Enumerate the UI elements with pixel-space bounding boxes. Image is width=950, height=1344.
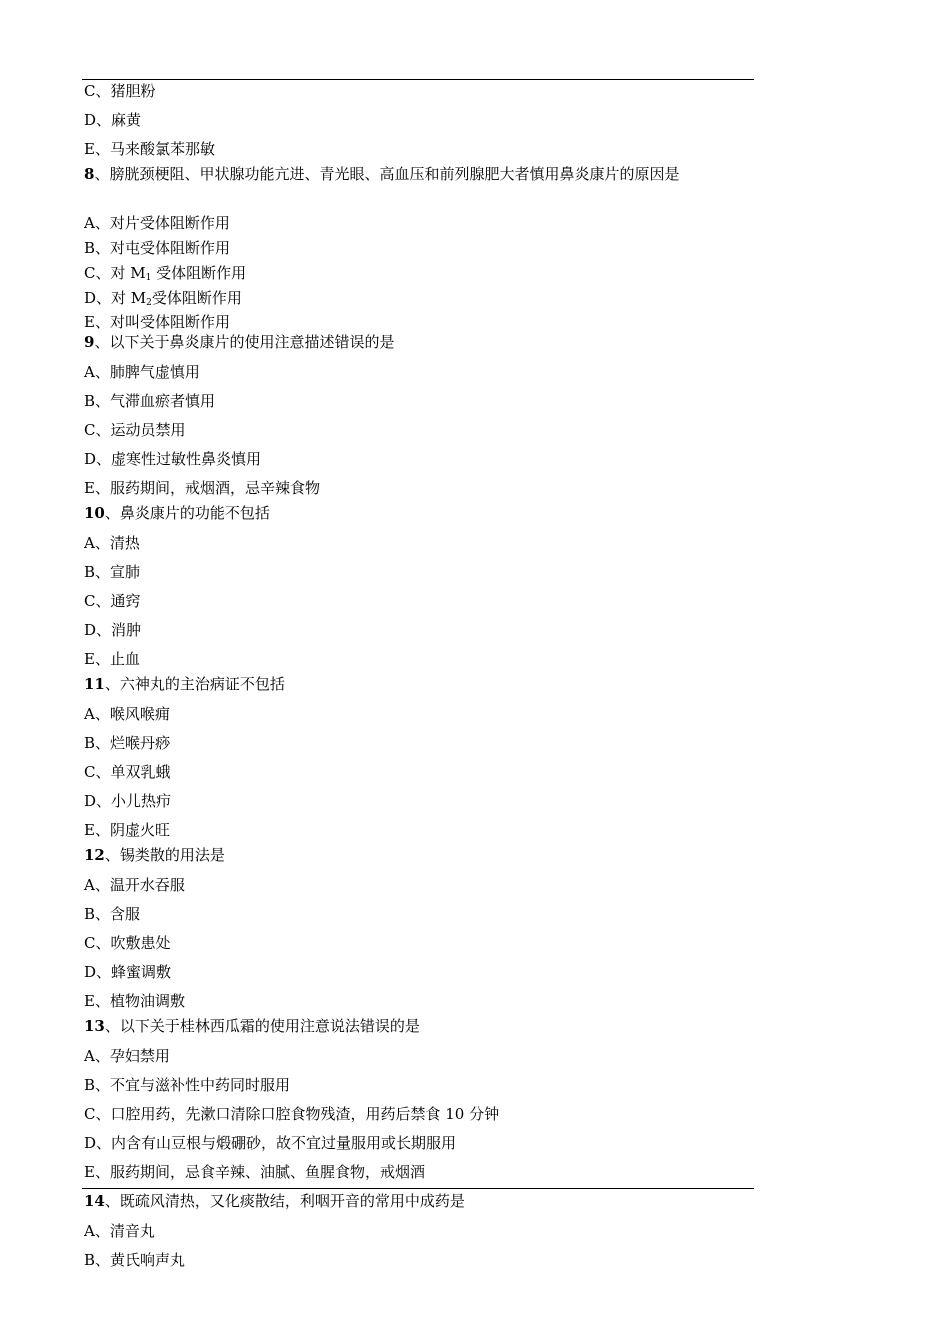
question-12 xyxy=(84,845,752,865)
option-text: D、对 M xyxy=(84,289,147,307)
option-q13-b: B、不宜与滋补性中药同时服用 xyxy=(84,1076,291,1094)
option-q12-a: A、温开水吞服 xyxy=(84,876,185,894)
question-number: 11 xyxy=(84,675,105,693)
question-10 xyxy=(84,503,752,523)
option-q9-d: D、虚寒性过敏性鼻炎慎用 xyxy=(84,450,262,468)
option-q7-c: C、猪胆粉 xyxy=(84,82,156,100)
question-number: 12 xyxy=(84,846,105,864)
question-9 xyxy=(84,332,752,352)
option-q9-e: E、服药期间，戒烟酒，忌辛辣食物 xyxy=(84,479,320,497)
option-q8-b: B、对屯受体阻断作用 xyxy=(84,239,231,257)
option-q9-b: B、气滞血瘀者慎用 xyxy=(84,392,216,410)
question-text: 、锡类散的用法是 xyxy=(104,846,225,864)
option-q11-b: B、烂喉丹痧 xyxy=(84,734,171,752)
option-q10-d: D、消肿 xyxy=(84,621,142,639)
question-number: 14 xyxy=(84,1192,105,1210)
option-q9-a: A、肺脾气虚慎用 xyxy=(84,363,200,381)
option-q12-b: B、含服 xyxy=(84,905,141,923)
option-q11-a: A、喉风喉痈 xyxy=(84,705,170,723)
option-text: C、对 M xyxy=(84,264,146,282)
question-number: 9 xyxy=(84,333,95,351)
option-q7-e: E、马来酸氯苯那敏 xyxy=(84,140,215,158)
option-q9-c: C、运动员禁用 xyxy=(84,421,186,439)
question-number: 8 xyxy=(84,165,95,183)
option-q14-b: B、黄氏响声丸 xyxy=(84,1251,186,1269)
page-break-divider xyxy=(82,1188,754,1189)
option-q8-d xyxy=(84,288,752,308)
option-q10-b: B、宣肺 xyxy=(84,563,141,581)
option-q8-a: A、对片受体阻断作用 xyxy=(84,214,230,232)
option-q12-c: C、吹敷患处 xyxy=(84,934,171,952)
option-q8-e: E、对叫受体阻断作用 xyxy=(84,313,230,331)
question-text: 、既疏风清热，又化痰散结，利咽开音的常用中成药是 xyxy=(104,1192,465,1210)
question-text: 、膀胱颈梗阻、甲状腺功能亢进、青光眼、高血压和前列腺肥大者慎用鼻炎康片的原因是 xyxy=(94,165,680,183)
question-text: 、以下关于鼻炎康片的使用注意描述错误的是 xyxy=(94,333,395,351)
question-number: 10 xyxy=(84,504,105,522)
question-text: 、鼻炎康片的功能不包括 xyxy=(104,504,270,522)
question-text: 、以下关于桂林西瓜霜的使用注意说法错误的是 xyxy=(104,1017,420,1035)
subscript: 1 xyxy=(145,273,152,283)
option-q13-a: A、孕妇禁用 xyxy=(84,1047,170,1065)
option-q13-e: E、服药期间，忌食辛辣、油腻、鱼腥食物，戒烟酒 xyxy=(84,1163,425,1181)
subscript: 2 xyxy=(146,298,152,308)
option-q13-d: D、内含有山豆根与煅硼砂，故不宜过量服用或长期服用 xyxy=(84,1134,457,1152)
question-8 xyxy=(84,164,752,184)
option-q11-d: D、小儿热疖 xyxy=(84,792,172,810)
option-q10-c: C、通窍 xyxy=(84,592,141,610)
option-q12-d: D、蜂蜜调敷 xyxy=(84,963,172,981)
option-q10-a: A、清热 xyxy=(84,534,140,552)
option-q7-d: D、麻黄 xyxy=(84,111,142,129)
question-11 xyxy=(84,674,752,694)
option-q11-e: E、阴虚火旺 xyxy=(84,821,170,839)
option-q11-c: C、单双乳蛾 xyxy=(84,763,171,781)
option-q8-c xyxy=(84,263,752,283)
option-text: 受体阻断作用 xyxy=(151,289,242,307)
top-divider xyxy=(82,79,754,80)
option-q13-c: C、口腔用药，先漱口清除口腔食物残渣，用药后禁食 10 分钟 xyxy=(84,1105,500,1123)
option-q12-e: E、植物油调敷 xyxy=(84,992,185,1010)
option-text: 受体阻断作用 xyxy=(151,264,247,282)
question-14 xyxy=(84,1191,752,1211)
question-text: 、六神丸的主治病证不包括 xyxy=(104,675,285,693)
option-q10-e: E、止血 xyxy=(84,650,140,668)
question-number: 13 xyxy=(84,1017,105,1035)
question-13 xyxy=(84,1016,752,1036)
option-q14-a: A、清音丸 xyxy=(84,1222,155,1240)
